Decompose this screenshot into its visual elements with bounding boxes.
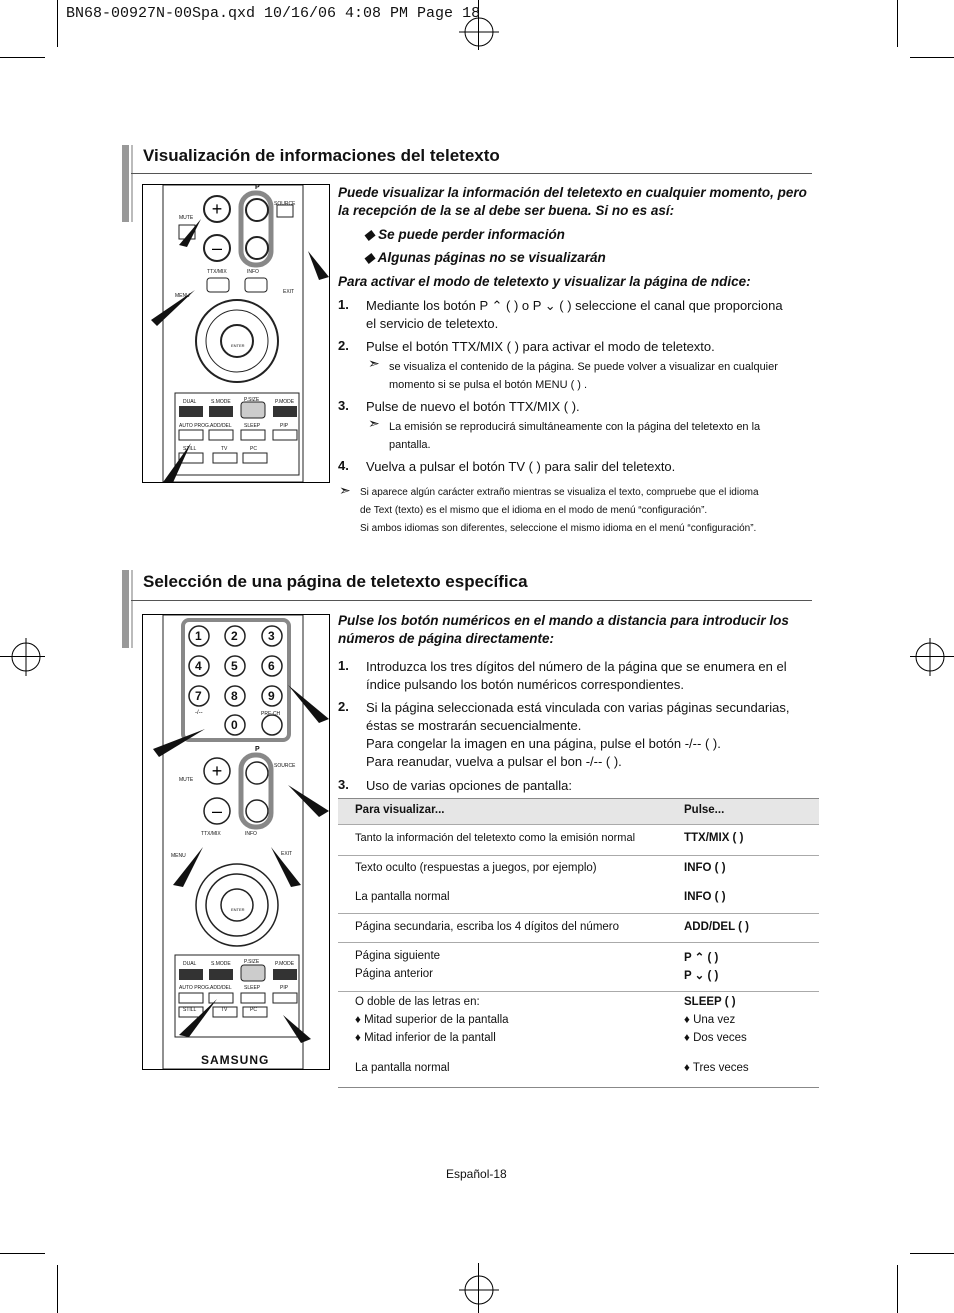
digit-5: 5	[231, 659, 238, 673]
table-row	[338, 913, 819, 943]
step-text: Para congelar la imagen en una página, pulse el botón -/-- ( ).	[366, 736, 721, 751]
pmode-label: P.MODE	[275, 961, 295, 967]
step-text: Pulse de nuevo el botón TTX/MIX ( ).	[366, 399, 580, 414]
step-number: 4.	[338, 458, 349, 473]
options-table	[338, 798, 819, 1088]
table-cell: O doble de las letras en:	[355, 996, 480, 1008]
pc-label: PC	[250, 446, 257, 452]
registration-mark	[459, 1270, 499, 1310]
pip-label: PIP	[280, 985, 289, 991]
section-rule	[131, 600, 812, 601]
digit-3: 3	[268, 629, 275, 643]
table-cell: ♦ Dos veces	[684, 1032, 747, 1044]
digit-7: 7	[195, 689, 202, 703]
exit-label: EXIT	[281, 851, 293, 857]
ttx-label: TTX/MIX	[201, 831, 221, 837]
section-bar	[122, 145, 129, 222]
step-text: Uso de varias opciones de pantalla:	[366, 778, 572, 793]
table-row	[338, 942, 819, 991]
pc-label: PC	[250, 1007, 257, 1013]
header-cell: Para visualizar...	[355, 804, 445, 816]
remote-illustration	[142, 614, 330, 1070]
pip-label: PIP	[280, 423, 289, 429]
brand-logo: SAMSUNG	[201, 1053, 270, 1067]
prech-label: PRE-CH	[261, 711, 281, 717]
table-cell: P ⌃ ( )	[684, 952, 719, 964]
table-row	[338, 824, 819, 855]
remote-illustration	[142, 184, 330, 483]
step-number: 1.	[338, 297, 349, 312]
table-cell: Tanto la información del teletexto como la emisión normal	[355, 832, 636, 844]
source-label: SOURCE	[274, 201, 296, 207]
still-label: STILL	[183, 1007, 197, 1013]
crop-mark	[897, 0, 898, 47]
registration-mark	[910, 638, 950, 676]
table-cell: INFO ( )	[684, 862, 726, 874]
svg-text:+: +	[211, 761, 223, 781]
step-number: 3.	[338, 777, 349, 792]
intro-text: Puede visualizar la información del teletexto en cualquier momento, pero la recepción de la se al debe ser buena. Si no es así:	[338, 185, 807, 218]
table-row	[338, 991, 819, 1088]
adddel-label: ADD/DEL	[210, 423, 232, 429]
exit-label: EXIT	[283, 289, 295, 295]
footnote-line: Si ambos idiomas son diferentes, seleccione el mismo idioma en el menú “configuración”.	[360, 523, 757, 534]
crop-mark	[910, 1253, 954, 1254]
step-number: 2.	[338, 699, 349, 714]
crop-mark	[57, 1265, 58, 1313]
dual-label: DUAL	[183, 399, 197, 405]
table-cell: Página anterior	[355, 968, 433, 980]
p-label: P	[255, 746, 260, 753]
step-note: se visualiza el contenido de la página. Se puede volver a visualizar en cualquier momento si se pulsa el botón MENU ( ) .	[389, 361, 778, 391]
crop-mark	[0, 1253, 45, 1254]
step-number: 1.	[338, 658, 349, 673]
p-label: P	[255, 184, 260, 191]
autoprog-label: AUTO PROG.	[179, 423, 211, 429]
crop-mark	[57, 0, 58, 47]
mute-label: MUTE	[179, 215, 194, 221]
table-cell: La pantalla normal	[355, 1062, 450, 1074]
section-title: Selección de una página de teletexto específica	[143, 572, 528, 591]
table-cell: ADD/DEL ( )	[684, 921, 749, 933]
table-header	[338, 798, 819, 825]
svg-text:–: –	[211, 801, 223, 821]
psize-label: P.SIZE	[244, 397, 260, 403]
table-cell: Página secundaria, escriba los 4 dígitos del número	[355, 921, 620, 933]
file-header: BN68-00927N-00Spa.qxd 10/16/06 4:08 PM Page 18	[66, 5, 481, 22]
adddel-label: ADD/DEL	[210, 985, 232, 991]
digit-9: 9	[268, 689, 275, 703]
header-cell: Pulse...	[684, 804, 725, 816]
digit-0: 0	[231, 718, 238, 732]
mute-label: MUTE	[179, 777, 194, 783]
table-row	[338, 855, 819, 914]
bullet-item: ◆ Algunas páginas no se visualizarán	[364, 250, 606, 265]
section-bar	[131, 570, 133, 648]
svg-text:+: +	[211, 199, 223, 219]
step-note: La emisión se reproducirá simultáneamente con la página del teletexto en la pantalla.	[389, 421, 761, 451]
table-cell: La pantalla normal	[355, 891, 450, 903]
table-cell: SLEEP ( )	[684, 996, 736, 1008]
sleep-label: SLEEP	[244, 423, 261, 429]
digit-1: 1	[195, 629, 202, 643]
step-text: Pulse el botón TTX/MIX ( ) para activar el modo de teletexto.	[366, 339, 715, 354]
ttx-label: TTX/MIX	[207, 269, 227, 275]
note-arrow-icon: ➣	[339, 482, 351, 498]
autoprog-label: AUTO PROG.	[179, 985, 211, 991]
tv-label: TV	[221, 446, 228, 452]
step-text: Vuelva a pulsar el botón TV ( ) para salir del teletexto.	[366, 459, 676, 474]
remote-drawing	[143, 615, 329, 1069]
table-cell: ♦ Mitad inferior de la pantall	[355, 1032, 496, 1044]
table-cell: P ⌄ ( )	[684, 970, 719, 982]
intro-text: Pulse los botón numéricos en el mando a distancia para introducir los números de página directamente:	[338, 613, 789, 646]
enter-label: ENTER	[231, 343, 245, 348]
registration-mark	[6, 638, 46, 676]
section-title: Visualización de informaciones del teletexto	[143, 146, 500, 165]
sleep-label: SLEEP	[244, 985, 261, 991]
pmode-label: P.MODE	[275, 399, 295, 405]
page-number: Español-18	[446, 1167, 507, 1181]
note-arrow-icon: ➣	[368, 355, 380, 371]
menu-label: MENU	[175, 293, 190, 299]
section-rule	[131, 173, 812, 174]
table-cell: ♦ Mitad superior de la pantalla	[355, 1014, 509, 1026]
activate-text: Para activar el modo de teletexto y visualizar la página de ndice:	[338, 274, 751, 289]
table-cell: ♦ Una vez	[684, 1014, 736, 1026]
digit-8: 8	[231, 689, 238, 703]
section-bar	[122, 570, 129, 648]
info-label: INFO	[247, 269, 259, 275]
dual-label: DUAL	[183, 961, 197, 967]
step-text: Para reanudar, vuelva a pulsar el bon -/-- ( ).	[366, 754, 622, 769]
smode-label: S.MODE	[211, 399, 231, 405]
still-label: STILL	[183, 446, 197, 452]
digit-2: 2	[231, 629, 238, 643]
note-arrow-icon: ➣	[368, 415, 380, 431]
table-cell: INFO ( )	[684, 891, 726, 903]
step-text: Mediante los botón P ⌃ ( ) o P ⌄ ( ) seleccione el canal que proporciona el servicio de teletexto.	[366, 298, 783, 331]
step-text: Si la página seleccionada está vinculada con varias páginas secundarias, éstas se mostrarán secuencialmente.	[366, 700, 790, 733]
footnote-line: Si aparece algún carácter extraño mientras se visualiza el texto, compruebe que el idioma	[360, 487, 759, 498]
footnote-line: de Text (texto) es el mismo que el idioma en el modo de menú “configuración”.	[360, 505, 708, 516]
table-cell: TTX/MIX ( )	[684, 832, 744, 844]
section-bar	[131, 145, 133, 222]
table-cell: Texto oculto (respuestas a juegos, por ejemplo)	[355, 862, 597, 874]
step-number: 3.	[338, 398, 349, 413]
remote-drawing	[143, 185, 329, 482]
tv-label: TV	[221, 1007, 228, 1013]
crop-mark	[0, 57, 45, 58]
psize-label: P.SIZE	[244, 959, 260, 965]
table-cell: ♦ Tres veces	[684, 1062, 749, 1074]
step-number: 2.	[338, 338, 349, 353]
dash-label: -/--	[195, 710, 203, 716]
smode-label: S.MODE	[211, 961, 231, 967]
svg-text:–: –	[211, 238, 223, 258]
digit-6: 6	[268, 659, 275, 673]
table-cell: Página siguiente	[355, 950, 441, 962]
digit-4: 4	[195, 659, 202, 673]
menu-label: MENU	[171, 853, 186, 859]
source-label: SOURCE	[274, 763, 296, 769]
crop-mark	[910, 57, 954, 58]
bullet-item: ◆ Se puede perder información	[364, 227, 565, 242]
step-text: Introduzca los tres dígitos del número de la página que se enumera en el índice pulsando los botón numéricos correspondientes.	[366, 659, 787, 692]
crop-mark	[897, 1265, 898, 1313]
enter-label: ENTER	[231, 907, 245, 912]
info-label: INFO	[245, 831, 257, 837]
